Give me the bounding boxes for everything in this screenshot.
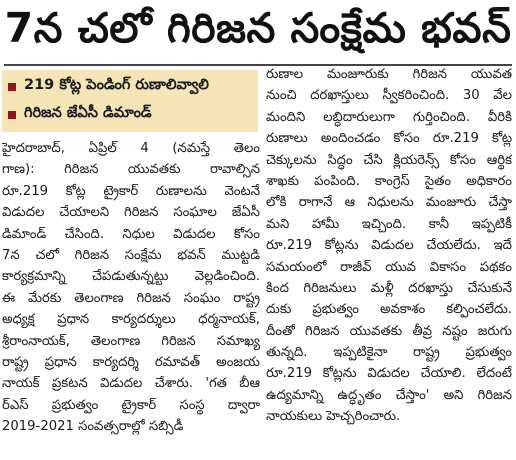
text-line: తున్నది. ఇప్పటికైనా రాష్ట్ర ప్రభుత్వం (266, 345, 512, 361)
text-line: అధ్యక్ష ప్రధాన కార్యదర్శులు ధర్మనాయక్, (2, 312, 260, 328)
text-line: కార్యక్రమాన్ని చేపడుతున్నట్టు వెల్లడించింది. (2, 269, 260, 285)
text-line: ఉద్యమాన్ని ఉద్ధృతం చేస్తాం' అని గిరిజన (266, 387, 512, 403)
text-line: ర్ఎస్ ప్రభుత్వం ట్రైకార్ సంస్థ ద్వారా (2, 397, 260, 413)
subheading-1 (8, 74, 209, 100)
subheading-text: 219 కోట్ల పెండింగ్ రుణాలివ్వాలి (24, 77, 209, 93)
text-line: రూ.219 కోట్ల ట్రైకార్ రుణాలను వెంటనే (2, 183, 260, 199)
text-line: రుణాలు అందించడం కోసం రూ.219 కోట్ల (266, 131, 512, 147)
subheading-text: గిరిజన జేఏసీ డిమాండ్ (24, 105, 152, 121)
bullet-icon (8, 111, 16, 119)
text-line: నాయకులు హెచ్చరించారు. (266, 409, 401, 425)
text-line: శాఖకు పంపింది. కాంగ్రెస్ సైతం అధికారం (266, 173, 512, 189)
text-line: దుకు ప్రభుత్వం అవకాశం కల్పించలేదు. (266, 302, 512, 318)
subheading-2 (8, 102, 152, 128)
text-line: చెక్కులను సిద్ధం చేసి క్లియరెన్స్ కోసం ఆర్థిక (266, 152, 512, 168)
text-line: దీంతో గిరిజన యువతకు తీవ్ర నష్టం జరుగు (266, 323, 512, 339)
headline: 7న చలో గిరిజన సంక్షేమ భవన్ (4, 4, 512, 52)
text-line: రాష్ట్ర ప్రధాన కార్యదర్శి రమావత్ అంజయ (2, 354, 260, 370)
article-body-right (266, 64, 512, 428)
text-line: విడుదల చేయాలని గిరిజన సంఘాల జేఏసీ (2, 205, 260, 221)
text-line: మని హామీ ఇచ్చింది. కానీ ఇప్పటికీ (266, 216, 512, 232)
article-body-left (2, 138, 260, 437)
text-line: మందిని లబ్ధిదారులుగా గుర్తించింది. వీరికి (266, 109, 512, 125)
text-line: 2019-2021 సంవత్సరాల్లో సబ్సిడీ (2, 419, 184, 435)
left-column (2, 68, 262, 460)
text-line: 7న చలో గిరిజన సంక్షేమ భవన్ ముట్టడి (2, 247, 260, 263)
text-line: రూ.219 కోట్లను విడుదల చేయలేదు. ఇదే (266, 238, 512, 254)
text-line: లోకి రాగానే ఆ నిధులను మంజూరు చేస్తా (266, 195, 512, 211)
bullet-icon (8, 83, 16, 91)
text-line: శ్రీరాంనాయక్, తెలంగాణ గిరిజన సమాఖ్య (2, 333, 260, 349)
text-line: నాయక్ ప్రకటన విడుదల చేశారు. 'గత బీఆ (2, 376, 260, 392)
text-line: రుణాల మంజూరుకు గిరిజన యువత (266, 67, 512, 82)
text-line: గాణ): గిరిజన యువతకు రావాల్సిన (2, 162, 260, 178)
text-line: హైదరాబాద్, ఏప్రిల్ 4 (నమస్తే తెలం (2, 141, 260, 156)
subheading-box (2, 70, 258, 132)
text-line: సమయంలో రాజీవ్ యువ వికాసం పథకం (266, 259, 512, 275)
text-line: రూ.219 కోట్లను విడుదల చేయాలి. లేదంటే (266, 366, 512, 382)
text-line: డిమాండ్ చేసింది. నిధుల విడుదల కోసం (2, 226, 260, 242)
text-line: నుంచి దరఖాస్తులు స్వీకరించింది. 30 వేల (266, 88, 512, 104)
text-line: ఈ మేరకు తెలంగాణ గిరిజన సంఘం రాష్ట్ర (2, 290, 260, 306)
right-column (266, 68, 512, 460)
text-line: కింద గిరిజనులు మళ్లీ దరఖాస్తు చేసుకునే (266, 280, 512, 296)
